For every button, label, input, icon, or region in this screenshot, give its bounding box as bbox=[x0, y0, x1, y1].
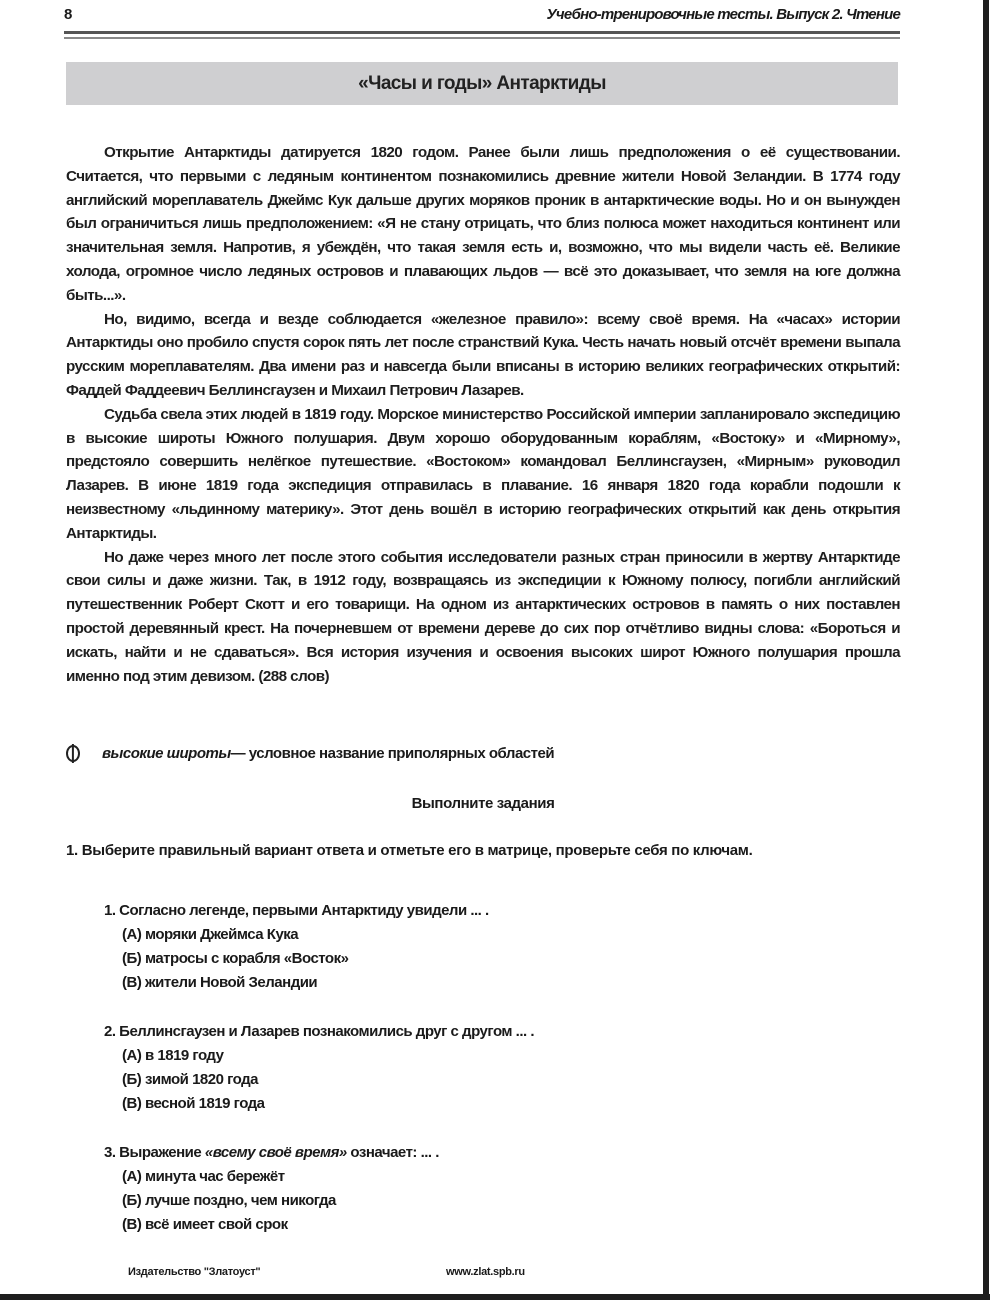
phi-footnote-icon bbox=[66, 745, 80, 762]
footnote-definition: — условное название приполярных областей bbox=[230, 745, 555, 762]
page-number: 8 bbox=[64, 6, 72, 23]
question-3 bbox=[104, 1141, 804, 1237]
book-title: Учебно-тренировочные тесты. Выпуск 2. Чтение bbox=[546, 6, 900, 23]
question-2 bbox=[104, 1020, 804, 1116]
answer-option-b[interactable]: (Б) лучше поздно, чем никогда bbox=[122, 1192, 336, 1209]
publisher-website-link[interactable]: www.zlat.spb.ru bbox=[446, 1266, 525, 1278]
page-border-bottom bbox=[0, 1294, 990, 1300]
question-text-suffix: означает: ... . bbox=[346, 1144, 439, 1161]
header-rule-thick bbox=[64, 31, 900, 34]
running-head bbox=[64, 4, 900, 26]
tasks-heading: Выполните задания bbox=[411, 795, 555, 812]
header-rule-thin bbox=[64, 37, 900, 39]
paragraph: Открытие Антарктиды датируется 1820 годом. Ранее были лишь предположения о её существовании. Считается, что первыми с ледяным континентом познакомились древние жители Новой Зеландии. В 1774 году английский мореплаватель Джеймс Кук дальше других моряков проник в антарктические воды. Но и он вынужден был ограничиться лишь предположением: «Я не стану отрицать, что близ полюса может находиться континент или значительная земля. Напротив, я убеждён, что такая земля есть и, возможно, что мы видели часть её. Великие холода, огромное число ледяных островов и плавающих льдов — всё это доказывает, что земля на юге должна быть...». bbox=[66, 144, 900, 304]
question-text-phrase: «всему своё время» bbox=[204, 1144, 347, 1161]
answer-option-b[interactable]: (Б) матросы с корабля «Восток» bbox=[122, 950, 349, 967]
answer-option-a[interactable]: (А) в 1819 году bbox=[122, 1047, 224, 1064]
question-text: 2. Беллинсгаузен и Лазарев познакомились друг с другом ... . bbox=[104, 1023, 535, 1040]
question-text-prefix: 3. Выражение bbox=[104, 1144, 205, 1161]
question-text: 1. Согласно легенде, первыми Антарктиду увидели ... . bbox=[104, 902, 489, 919]
answer-option-a[interactable]: (А) минута час бережёт bbox=[122, 1168, 285, 1185]
answer-option-v[interactable]: (В) весной 1819 года bbox=[122, 1095, 265, 1112]
article-body bbox=[66, 141, 900, 688]
question-1 bbox=[104, 899, 804, 995]
article-title-box bbox=[66, 62, 898, 105]
footnote bbox=[66, 745, 866, 762]
answer-option-b[interactable]: (Б) зимой 1820 года bbox=[122, 1071, 258, 1088]
paragraph: Судьба свела этих людей в 1819 году. Морское министерство Российской империи запланировало экспедицию в высокие широты Южного полушария. Двум хорошо оборудованным кораблям, «Востоку» и «Мирному», предстояло совершить нелёгкое путешествие. «Востоком» командовал Беллинсгаузен, «Мирным» руководил Лазарев. В июне 1819 года экспедиция отправилась в плавание. 16 января 1820 года корабли подошли к неизвестному «льдинному материку». Этот день вошёл в историю географических открытий как день открытия Антарктиды. bbox=[66, 405, 900, 542]
answer-option-v[interactable]: (В) всё имеет свой срок bbox=[122, 1216, 288, 1233]
page-border-right bbox=[983, 0, 989, 1300]
article-title: «Часы и годы» Антарктиды bbox=[358, 72, 606, 94]
task-instruction: 1. Выберите правильный вариант ответа и отметьте его в матрице, проверьте себя по ключам. bbox=[66, 842, 753, 859]
answer-option-v[interactable]: (В) жители Новой Зеландии bbox=[122, 974, 318, 991]
paragraph: Но, видимо, всегда и везде соблюдается «железное правило»: всему своё время. На «часах» истории Антарктиды оно пробило спустя сорок пять лет после странствий Кука. Честь начать новый отсчёт времени выпала русским мореплавателям. Два имени раз и навсегда были вписаны в историю великих географических открытий: Фаддей Фаддеевич Беллинсгаузен и Михаил Петрович Лазарев. bbox=[66, 310, 900, 399]
paragraph: Но даже через много лет после этого события исследователи разных стран приносили в жертву Антарктиде свои силы и даже жизни. Так, в 1912 году, возвращаясь из экспедиции к Южному полюсу, погибли английский путешественник Роберт Скотт и его товарищи. На одном из антарктических островов в память о них поставлен простой деревянный крест. На почерневшем от времени дереве до сих пор отчётливо видны слова: «Бороться и искать, найти и не сдаваться». Вся история изучения и освоения высоких широт Южного полушария прошла именно под этим девизом. (288 слов) bbox=[66, 548, 900, 685]
publisher-name: Издательство "Златоуст" bbox=[128, 1266, 261, 1278]
question-text bbox=[104, 1141, 804, 1165]
footnote-term: высокие широты bbox=[102, 745, 231, 762]
answer-option-a[interactable]: (А) моряки Джеймса Кука bbox=[122, 926, 299, 943]
